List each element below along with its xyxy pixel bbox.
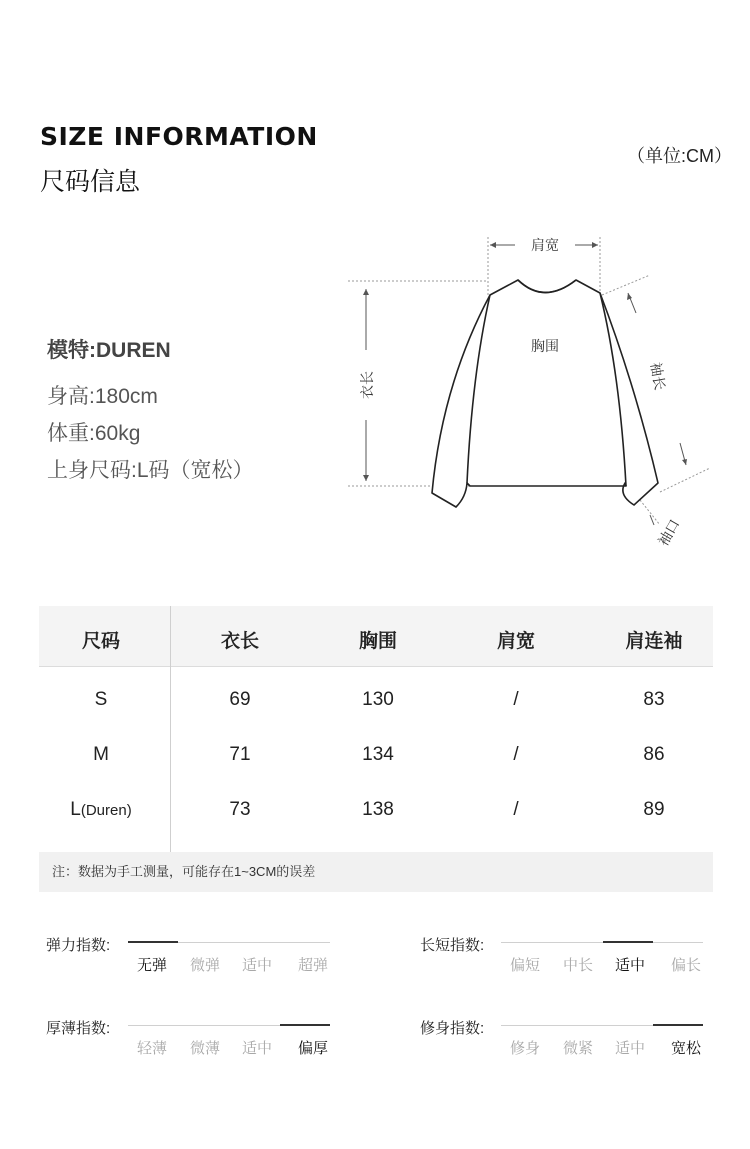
fit-option: 微紧	[562, 1040, 593, 1057]
elasticity-indicator	[128, 941, 178, 943]
length-indicator	[603, 941, 653, 943]
length-option: 偏短	[509, 957, 540, 974]
cell-sleeve: 89	[643, 799, 665, 820]
header-shoulder: 肩宽	[496, 631, 535, 652]
cell-shoulder: /	[513, 689, 519, 710]
fit-option: 宽松	[670, 1040, 701, 1057]
length-label: 长短指数:	[420, 937, 485, 954]
garment-diagram	[330, 225, 730, 555]
thickness-option: 适中	[241, 1040, 272, 1057]
fit-option: 修身	[509, 1040, 540, 1057]
size-table	[39, 606, 713, 892]
elasticity-option: 无弹	[136, 957, 167, 974]
cell-length: 69	[229, 689, 251, 710]
elasticity-option: 超弹	[297, 957, 328, 974]
model-weight: 体重:60kg	[47, 422, 141, 445]
cell-size	[41, 799, 161, 821]
thickness-indicator	[280, 1024, 330, 1026]
fit-label: 修身指数:	[420, 1020, 485, 1037]
cell-size: M	[93, 744, 109, 765]
cell-chest: 138	[362, 799, 394, 820]
header-size: 尺码	[81, 631, 120, 652]
elasticity-option: 微弹	[189, 957, 220, 974]
measurement-note: 注：数据为手工测量，可能存在1~3CM的误差	[39, 852, 713, 892]
cell-shoulder: /	[513, 744, 519, 765]
diagram-chest-label: 胸围	[531, 339, 559, 355]
cell-length: 73	[229, 799, 251, 820]
thickness-option: 轻薄	[136, 1040, 167, 1057]
size-l-suffix: (Duren)	[80, 802, 132, 819]
table-divider	[170, 606, 171, 852]
thickness-option: 微薄	[189, 1040, 220, 1057]
cell-size: S	[94, 689, 108, 710]
thickness-option: 偏厚	[297, 1040, 328, 1057]
diagram-cuff-label: 袖口	[655, 516, 684, 550]
length-option: 偏长	[670, 957, 701, 974]
length-option: 中长	[562, 957, 593, 974]
cell-sleeve: 86	[643, 744, 665, 765]
model-name: 模特:DUREN	[47, 339, 171, 362]
cell-chest: 130	[362, 689, 394, 710]
diagram-sleeve-label: 袖长	[646, 361, 668, 392]
page-title-cn: 尺码信息	[40, 168, 141, 196]
elasticity-label: 弹力指数:	[46, 937, 111, 954]
size-l: L	[70, 799, 81, 820]
header-chest: 胸围	[358, 631, 397, 652]
header-length: 衣长	[220, 631, 259, 652]
header-sleeve: 肩连袖	[625, 631, 683, 652]
model-size: 上身尺码:L码（宽松）	[47, 459, 254, 482]
length-option: 适中	[614, 957, 645, 974]
cell-chest: 134	[362, 744, 394, 765]
page-title-en: SIZE INFORMATION	[40, 122, 318, 151]
length-track	[501, 942, 703, 943]
thickness-label: 厚薄指数:	[46, 1020, 111, 1037]
fit-indicator	[653, 1024, 703, 1026]
diagram-length-label: 衣长	[360, 371, 376, 399]
cell-length: 71	[229, 744, 251, 765]
cell-shoulder: /	[513, 799, 519, 820]
cell-sleeve: 83	[643, 689, 665, 710]
elasticity-option: 适中	[241, 957, 272, 974]
fit-option: 适中	[614, 1040, 645, 1057]
diagram-shoulder-label: 肩宽	[531, 238, 559, 254]
model-height: 身高:180cm	[47, 385, 158, 408]
unit-label: （单位:CM）	[627, 146, 732, 166]
